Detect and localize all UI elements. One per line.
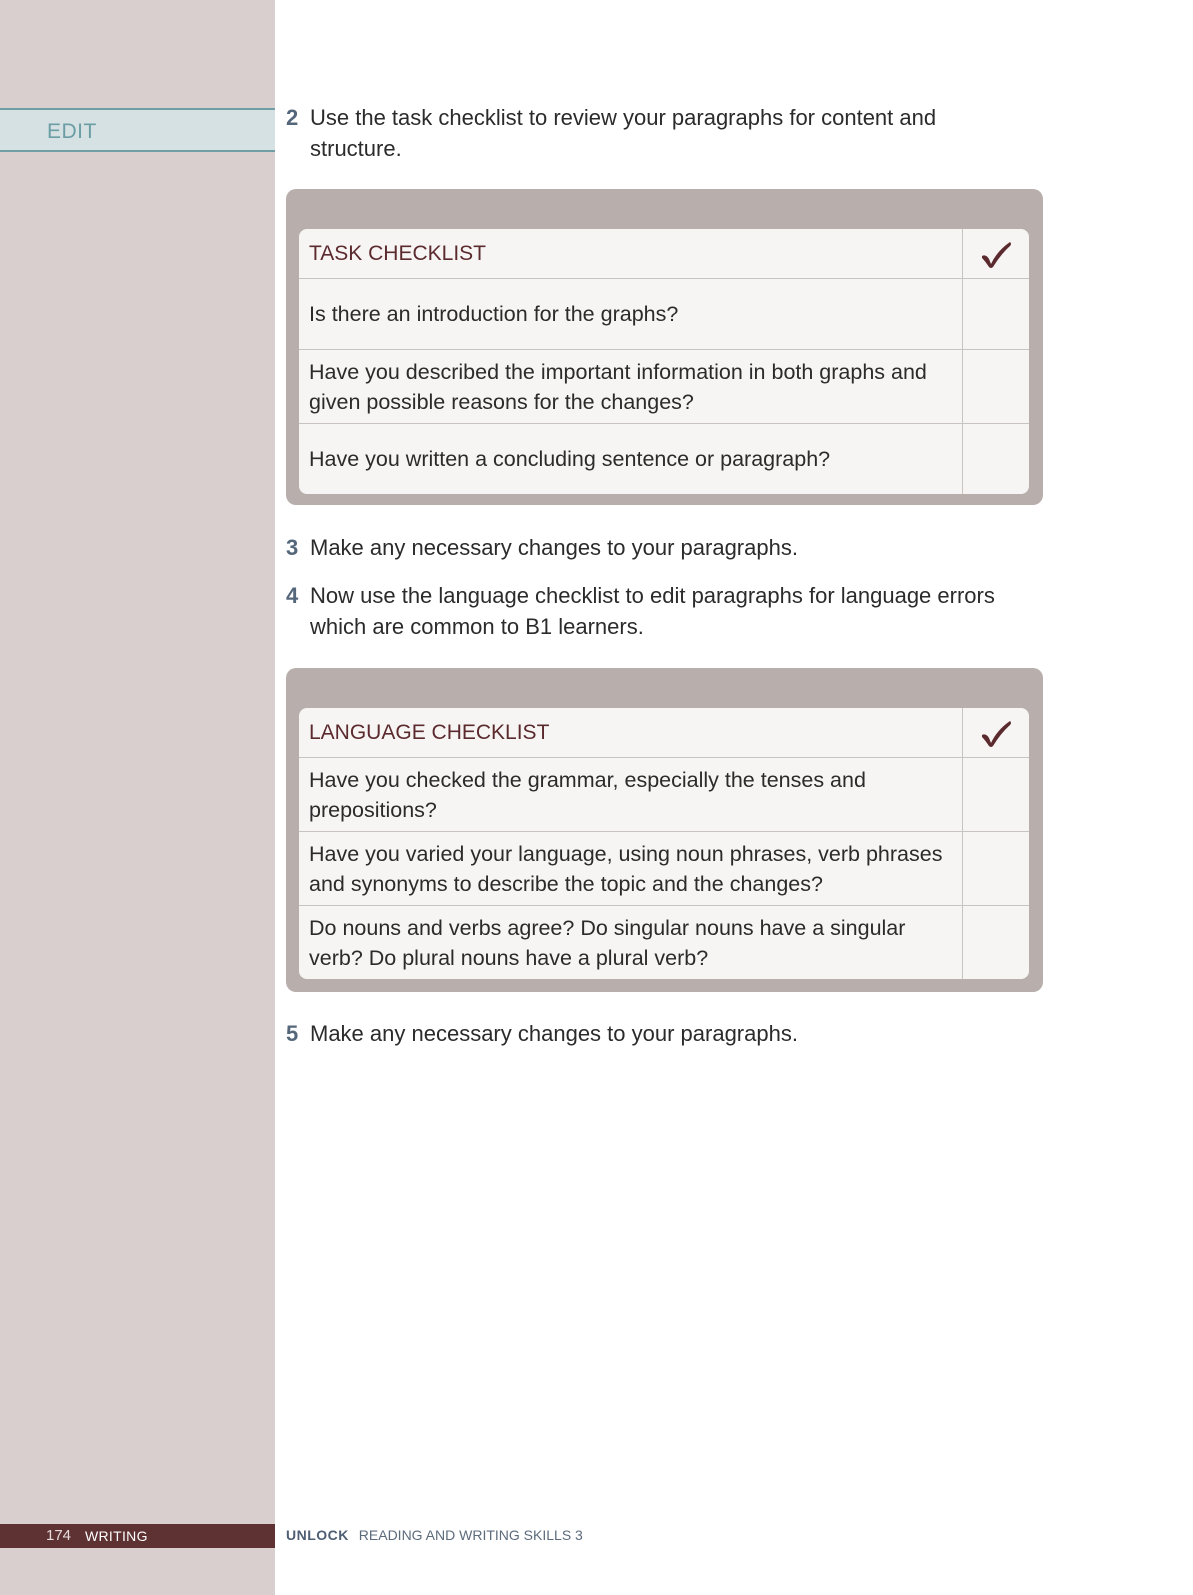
checklist-checkbox[interactable] [962, 350, 1029, 423]
step-2 [286, 102, 1006, 164]
checklist-item-text: Is there an introduction for the graphs? [309, 302, 679, 326]
task-checklist-item [299, 349, 1029, 423]
section-name: WRITING [85, 1528, 148, 1544]
checklist-item-text: Do nouns and verbs agree? Do singular nouns have a singular verb? Do plural nouns have a plural verb? [309, 915, 906, 970]
language-checklist-title: LANGUAGE CHECKLIST [309, 720, 550, 744]
step-5 [286, 1018, 1006, 1049]
step-number: 4 [286, 583, 299, 608]
step-number: 5 [286, 1021, 299, 1046]
step-text: Make any necessary changes to your paragraphs. [310, 1021, 798, 1046]
checklist-checkbox[interactable] [962, 279, 1029, 349]
checklist-item-text: Have you checked the grammar, especially the tenses and prepositions? [309, 767, 866, 822]
footer-band [0, 1524, 275, 1548]
checklist-item-text: Have you described the important information in both graphs and given possible reasons for the changes? [309, 359, 927, 414]
task-checklist-item [299, 278, 1029, 349]
language-checklist-header [299, 708, 1029, 757]
task-checklist-item [299, 423, 1029, 494]
check-mark-icon [979, 239, 1013, 269]
step-4 [286, 580, 1006, 642]
checklist-checkbox[interactable] [962, 832, 1029, 905]
step-number: 3 [286, 535, 299, 560]
checklist-checkbox[interactable] [962, 758, 1029, 831]
sidebar [0, 0, 275, 1595]
language-checklist-item [299, 757, 1029, 831]
step-3 [286, 532, 1006, 563]
checklist-checkbox[interactable] [962, 906, 1029, 979]
step-text: Now use the language checklist to edit paragraphs for language errors which are common to B1 learners. [310, 583, 995, 639]
task-checklist-table [299, 229, 1029, 494]
footer-brand [286, 1527, 583, 1543]
book-title: READING AND WRITING SKILLS 3 [358, 1527, 583, 1543]
page-number: 174 [46, 1527, 72, 1544]
language-checklist-item [299, 831, 1029, 905]
language-checklist-item [299, 905, 1029, 979]
task-checklist-box [286, 189, 1043, 505]
checklist-checkbox[interactable] [962, 424, 1029, 494]
task-checklist-header [299, 229, 1029, 278]
unlock-logo: UNLOCK [286, 1527, 349, 1543]
language-checklist-box [286, 668, 1043, 992]
step-text: Make any necessary changes to your paragraphs. [310, 535, 798, 560]
checklist-item-text: Have you varied your language, using noun phrases, verb phrases and synonyms to describe the topic and the changes? [309, 841, 943, 896]
task-checklist-title: TASK CHECKLIST [309, 241, 486, 265]
language-checklist-table [299, 708, 1029, 979]
section-tab [0, 108, 275, 152]
step-text: Use the task checklist to review your paragraphs for content and structure. [310, 105, 937, 161]
step-number: 2 [286, 105, 299, 130]
section-tab-label: EDIT [47, 120, 97, 143]
checklist-item-text: Have you written a concluding sentence or paragraph? [309, 447, 831, 471]
check-mark-icon [979, 718, 1013, 748]
